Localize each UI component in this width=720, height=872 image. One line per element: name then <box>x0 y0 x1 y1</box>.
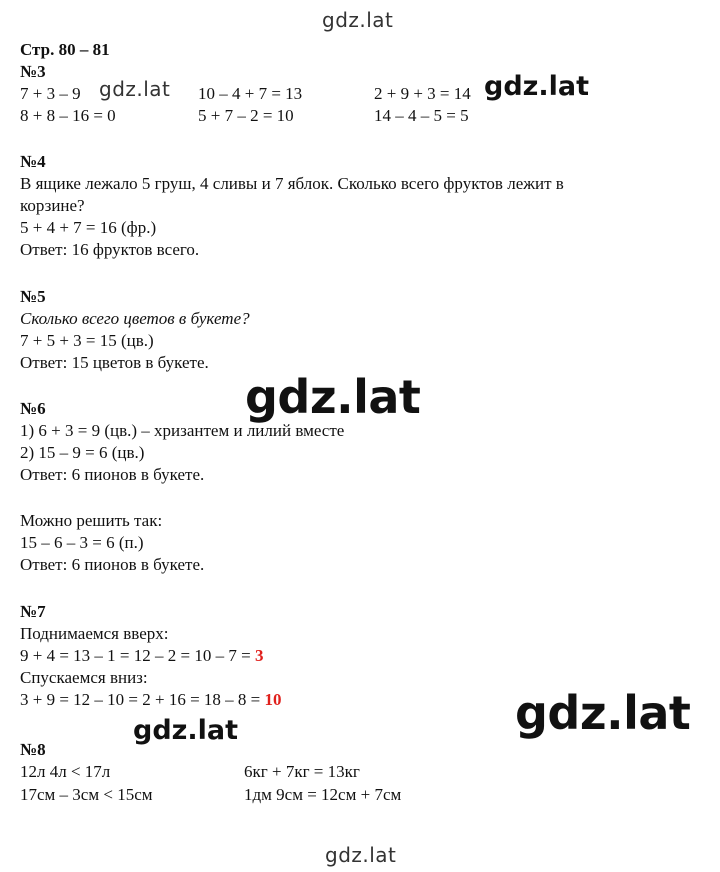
ex7-down-answer: 10 <box>264 690 282 709</box>
ex6-line-3: Ответ: 6 пионов в букете. <box>20 465 205 484</box>
watermark-center: gdz.lat <box>245 370 421 424</box>
ex4-line-3: 5 + 4 + 7 = 16 (фр.) <box>20 218 157 237</box>
ex5-question: Сколько всего цветов в букете? <box>20 309 250 328</box>
exercise-8-title: №8 <box>20 740 46 759</box>
page-range-heading: Стр. 80 – 81 <box>20 40 110 59</box>
exercise-7-title: №7 <box>20 602 46 621</box>
ex7-down-expression: 3 + 9 = 12 – 10 = 2 + 16 = 18 – 8 = <box>20 690 265 709</box>
ex4-line-4: Ответ: 16 фруктов всего. <box>20 240 200 259</box>
ex7-up-label: Поднимаемся вверх: <box>20 624 169 643</box>
watermark-inline-1: gdz.lat <box>99 77 171 101</box>
ex4-line-2: корзине? <box>20 196 85 215</box>
exercise-3-title: №3 <box>20 62 46 81</box>
ex5-line-2: Ответ: 15 цветов в букете. <box>20 353 209 372</box>
ex6-line-6: Ответ: 6 пионов в букете. <box>20 555 205 574</box>
ex3-r2-c3: 14 – 4 – 5 = 5 <box>374 106 469 125</box>
ex8-r1-c1: 12л 4л < 17л <box>20 762 111 781</box>
watermark-top: gdz.lat <box>322 8 394 32</box>
ex8-r2-c2: 1дм 9см = 12см + 7см <box>244 785 402 804</box>
exercise-4-title: №4 <box>20 152 46 171</box>
ex3-r2-c1: 8 + 8 – 16 = 0 <box>20 106 116 125</box>
ex6-line-5: 15 – 6 – 3 = 6 (п.) <box>20 533 144 552</box>
ex3-r2-c2: 5 + 7 – 2 = 10 <box>198 106 294 125</box>
ex7-up-equation <box>20 645 263 667</box>
exercise-5-title: №5 <box>20 287 46 306</box>
ex3-r1-c3: 2 + 9 + 3 = 14 <box>374 84 471 103</box>
ex3-r1-c2: 10 – 4 + 7 = 13 <box>198 84 303 103</box>
ex6-line-4: Можно решить так: <box>20 511 163 530</box>
ex7-down-equation <box>20 689 282 711</box>
watermark-bottom: gdz.lat <box>325 843 397 867</box>
ex3-r1-c1: 7 + 3 – 9 <box>20 84 81 103</box>
ex4-line-1: В ящике лежало 5 груш, 4 сливы и 7 яблок. Сколько всего фруктов лежит в <box>20 174 564 193</box>
ex7-up-expression: 9 + 4 = 13 – 1 = 12 – 2 = 10 – 7 = <box>20 646 255 665</box>
ex7-up-answer: 3 <box>254 646 264 665</box>
ex8-r2-c1: 17см – 3см < 15см <box>20 785 153 804</box>
watermark-inline-2: gdz.lat <box>484 71 590 102</box>
ex5-line-1: 7 + 5 + 3 = 15 (цв.) <box>20 331 154 350</box>
watermark-lower-left: gdz.lat <box>133 715 239 746</box>
watermark-right: gdz.lat <box>515 686 691 740</box>
exercise-6-title: №6 <box>20 399 46 418</box>
ex6-line-2: 2) 15 – 9 = 6 (цв.) <box>20 443 145 462</box>
ex7-down-label: Спускаемся вниз: <box>20 668 148 687</box>
ex8-r1-c2: 6кг + 7кг = 13кг <box>244 762 360 781</box>
ex6-line-1: 1) 6 + 3 = 9 (цв.) – хризантем и лилий вместе <box>20 421 345 440</box>
